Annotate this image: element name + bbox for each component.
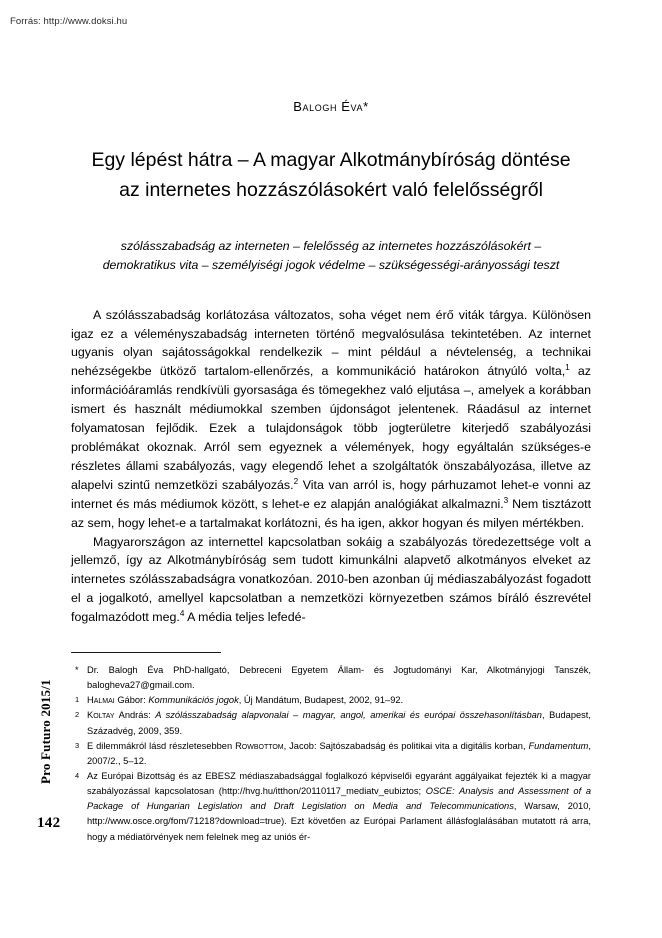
footnote-item: [71, 708, 591, 738]
paragraph-1-text-c: Vita van arról is, hogy párhuzamot lehet-e vonni az internet és más médiumok között, s lehet-e ez alapján analógiákat alkalmazni.: [71, 477, 591, 511]
footnote-list: [71, 663, 591, 845]
footnote-text-run: , Jacob: Sajtószabadság és politikai vita a digitális korban,: [283, 740, 529, 751]
footnote-text: [87, 693, 591, 708]
article-title: Egy lépést hátra – A magyar Alkotmánybíróság döntése az internetes hozzászólásokért való felelősségről: [91, 149, 571, 201]
footnote-item: [71, 663, 591, 693]
footnote-text-run: Dr. Balogh Éva PhD-hallgató, Debreceni Egyetem Állam- és Jogtudományi Kar, Alkotmányjogi Tanszék, balogheva27@gmail.com.: [87, 665, 591, 691]
footnote-item: [71, 769, 591, 845]
footnote-text-run: András:: [114, 710, 156, 721]
footnote-author-name: Rowbottom: [235, 740, 284, 751]
footnote-text-run: , Budapest, Századvég, 2009, 359.: [87, 710, 591, 736]
source-watermark: Forrás: http://www.doksi.hu: [10, 16, 128, 27]
footnote-text: [87, 708, 591, 738]
footnote-marker[interactable]: 4: [75, 771, 80, 781]
footnote-ref-3[interactable]: 3: [503, 495, 509, 505]
footnote-marker[interactable]: 1: [75, 695, 80, 705]
footnote-author-name: Halmai: [87, 695, 115, 706]
paragraph-1-text-b: az információáramlás rendkívüli gyorsasága és tömegekhez való eljutása –, amelyek a korábban ismert és használt médiumokkal szemben újdonságot jelentenek. Ráadásul az internet folyamatosan fejlődik. Ezek a tulajdonságok több jogterületre kiterjedő szabályozási problémákat okoznak. Arról sem egyeznek a vélemények, hogy egyáltalán szükséges-e részletes állami szabályozás, vagy elegendő lehet a szolgáltatók önszabályozása, illetve az alapelvi szintű nemzetközi szabályozás.: [71, 364, 591, 492]
footnote-marker[interactable]: 3: [75, 740, 80, 750]
article-body: [71, 306, 591, 627]
paragraph-1-text-d: Nem tisztázott az sem, hogy lehet-e a tartalmakat korlátozni, és ha igen, akkor hogyan és milyen mértékben.: [71, 496, 592, 530]
paragraph-2-text-a: Magyarországon az internettel kapcsolatban sokáig a szabályozás töredezettsége volt a jellemző, így az Alkotmánybíróság sem tudott kimunkálni alapvető alkotmányos elveket az internetes szólásszabadságra vonatkozóan. 2010-ben azonban új médiaszabályozást fogadott el a jogalkotó, amellyel kapcsolatban a nemzetközi környezetben számos bíráló észrevétel fogalmazódott meg.: [71, 534, 591, 625]
body-paragraph-1: [71, 306, 591, 533]
footnote-ref-1[interactable]: 1: [565, 363, 570, 373]
paragraph-2-text-b: A média teljes lefedé-: [184, 610, 306, 625]
footnote-marker[interactable]: 2: [75, 710, 80, 720]
content-column: [71, 0, 591, 845]
footnote-text-run: E dilemmákról lásd részletesebben: [87, 740, 236, 751]
footnote-text: [87, 739, 591, 769]
footnote-author-name: Koltay: [87, 710, 115, 721]
footnote-text-run: Az Európai Bizottság és az EBESZ médiaszabadsággal foglalkozó képviselői egyaránt aggályaikat fejezték ki a magyar szabályozással kapcsolatosan (http://hvg.hu/itthon/20110117_mediatv_eubiztos;: [87, 771, 591, 797]
footnote-work-title: OSCE: Analysis and Assessment of a Package of Hungarian Legislation and Draft Legislation on Media and Telecommunications: [87, 786, 592, 812]
running-head-journal: Pro Futuro 2015/1: [38, 679, 53, 784]
footnote-work-title: Fundamentum: [528, 740, 589, 751]
article-author: Balogh Éva*: [293, 99, 369, 114]
article-keywords: szólásszabadság az interneten – felelősség az internetes hozzászólásokért – demokratikus vita – személyiségi jogok védelme – szükségességi-arányossági teszt: [102, 239, 560, 272]
footnote-work-title: A szólásszabadság alapvonalai – magyar, angol, amerikai és európai összehasonlításban: [155, 710, 542, 721]
footnote-text: [87, 769, 591, 845]
paragraph-1-text-a: A szólásszabadság korlátozása változatos, soha véget nem érő viták tárgya. Különösen igaz ez a véleményszabadság interneten történő megvalósulása tekintetében. Az internet ugyanis olyan sajátosságokkal rendelkezik – mint például a névtelenség, a technikai nehézségekbe ütköző tartalom-ellenőrzés, a kommunikáció határokon átnyúló volta,: [71, 307, 591, 379]
body-paragraph-2: [71, 533, 591, 628]
footnote-text-run: Gábor:: [114, 695, 149, 706]
footnote-text-run: , 2007/2., 5–12.: [87, 740, 591, 766]
footnote-item: [71, 739, 591, 769]
footnote-item: [71, 693, 591, 708]
footnote-text: [87, 663, 591, 693]
footnote-text-run: , Warsaw, 2010, http://www.osce.org/fom/71218?download=true). Ezt követően az Európai Parlament állásfoglalásában mutatott rá arra, hogy a médiatörvények nem felelnek meg az uniós ér-: [87, 801, 591, 842]
footnote-separator-rule: [71, 652, 221, 653]
footnote-marker[interactable]: *: [75, 665, 79, 676]
footnote-ref-2[interactable]: 2: [293, 476, 299, 486]
footnote-ref-4[interactable]: 4: [179, 609, 185, 618]
footnote-work-title: Kommunikációs jogok: [148, 695, 239, 706]
page-number: 142: [37, 815, 61, 831]
footnote-text-run: , Új Mandátum, Budapest, 2002, 91–92.: [238, 695, 404, 706]
